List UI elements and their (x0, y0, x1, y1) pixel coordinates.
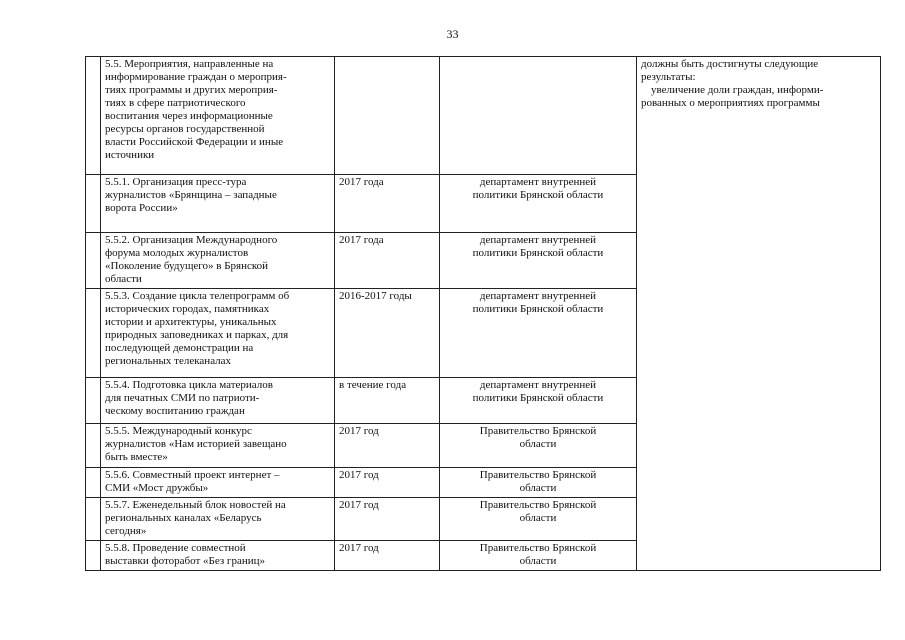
executor-cell (440, 289, 637, 378)
blank-cell (86, 175, 101, 233)
event-cell (101, 424, 335, 468)
event-line: форума молодых журналистов (105, 247, 249, 259)
executor-cell (440, 424, 637, 468)
blank-cell (86, 424, 101, 468)
results-line: результаты: (641, 71, 696, 83)
event-line: последующей демонстрации на (105, 342, 254, 354)
event-line: 5.5.3. Создание цикла телепрограмм об (105, 290, 290, 302)
blank-cell (86, 57, 101, 175)
executor-line: политики Брянской области (472, 392, 604, 404)
executor-cell (440, 175, 637, 233)
event-cell (101, 468, 335, 498)
event-line: 5.5.4. Подготовка цикла материалов (105, 379, 273, 391)
event-line: региональных телеканалах (105, 355, 232, 367)
event-line: быть вместе» (105, 451, 168, 463)
event-cell (101, 498, 335, 541)
executor-line: Правительство Брянской (479, 499, 597, 511)
section-title-line: источники (105, 149, 155, 161)
executor-line: департамент внутренней (479, 234, 597, 246)
section-title-line: воспитания через информационные (105, 110, 273, 122)
section-title-line: тиях программы и других мероприя- (105, 84, 278, 96)
term-cell: 2017 год (335, 498, 440, 541)
blank-cell (86, 233, 101, 289)
results-line: рованных о мероприятиях программы (641, 97, 820, 109)
section-title-line: ресурсы органов государственной (105, 123, 265, 135)
blank-cell (86, 289, 101, 378)
executor-line: департамент внутренней (479, 176, 597, 188)
event-line: сегодня» (105, 525, 147, 537)
event-line: для печатных СМИ по патриоти- (105, 392, 260, 404)
section-title-line: 5.5. Мероприятия, направленные на (105, 58, 274, 70)
event-line: ворота России» (105, 202, 178, 214)
executor-cell (440, 57, 637, 175)
executor-cell (440, 468, 637, 498)
section-title-line: информирование граждан о мероприя- (105, 71, 287, 83)
table-row-section-header (86, 57, 881, 175)
section-title-line: тиях в сфере патриотического (105, 97, 246, 109)
executor-line: Правительство Брянской (479, 469, 597, 481)
term-cell: 2017 год (335, 541, 440, 571)
program-table (85, 56, 881, 571)
event-line: ческому воспитанию граждан (105, 405, 245, 417)
term-cell: 2017 год (335, 424, 440, 468)
executor-line: департамент внутренней (479, 290, 597, 302)
event-line: области (105, 273, 142, 285)
executor-cell (440, 541, 637, 571)
executor-line: области (519, 438, 557, 450)
term-cell: 2017 год (335, 468, 440, 498)
event-line: 5.5.1. Организация пресс-тура (105, 176, 247, 188)
event-cell (101, 233, 335, 289)
blank-cell (86, 541, 101, 571)
event-line: 5.5.7. Еженедельный блок новостей на (105, 499, 286, 511)
event-cell (101, 289, 335, 378)
event-line: «Поколение будущего» в Брянской (105, 260, 269, 272)
event-line: выставки фоторабот «Без границ» (105, 555, 265, 567)
event-line: региональных каналах «Беларусь (105, 512, 262, 524)
event-line: 5.5.6. Совместный проект интернет – (105, 469, 280, 481)
section-title-cell (101, 57, 335, 175)
event-line: исторических городах, памятниках (105, 303, 270, 315)
event-line: журналистов «Нам историей завещано (105, 438, 287, 450)
results-cell (637, 57, 881, 571)
executor-line: области (519, 482, 557, 494)
event-line: СМИ «Мост дружбы» (105, 482, 209, 494)
results-line: должны быть достигнуты следующие (641, 58, 819, 70)
section-title-line: власти Российской Федерации и иные (105, 136, 284, 148)
term-cell (335, 57, 440, 175)
executor-line: Правительство Брянской (479, 425, 597, 437)
blank-cell (86, 498, 101, 541)
executor-cell (440, 498, 637, 541)
event-line: 5.5.2. Организация Международного (105, 234, 278, 246)
event-line: журналистов «Брянщина – западные (105, 189, 277, 201)
term-cell: 2017 года (335, 175, 440, 233)
event-line: истории и архитектуры, уникальных (105, 316, 277, 328)
executor-line: политики Брянской области (472, 247, 604, 259)
blank-cell (86, 378, 101, 424)
executor-line: Правительство Брянской (479, 542, 597, 554)
page-number: 33 (446, 27, 459, 41)
results-line: увеличение доли граждан, информи- (651, 84, 824, 96)
event-cell (101, 175, 335, 233)
blank-cell (86, 468, 101, 498)
term-cell: в течение года (335, 378, 440, 424)
executor-line: области (519, 555, 557, 567)
event-line: 5.5.5. Международный конкурс (105, 425, 252, 437)
executor-line: департамент внутренней (479, 379, 597, 391)
executor-line: области (519, 512, 557, 524)
executor-cell (440, 378, 637, 424)
event-line: природных заповедниках и парках, для (105, 329, 289, 341)
executor-line: политики Брянской области (472, 189, 604, 201)
term-cell: 2017 года (335, 233, 440, 289)
term-cell: 2016-2017 годы (335, 289, 440, 378)
event-line: 5.5.8. Проведение совместной (105, 542, 246, 554)
event-cell (101, 541, 335, 571)
executor-cell (440, 233, 637, 289)
executor-line: политики Брянской области (472, 303, 604, 315)
event-cell (101, 378, 335, 424)
